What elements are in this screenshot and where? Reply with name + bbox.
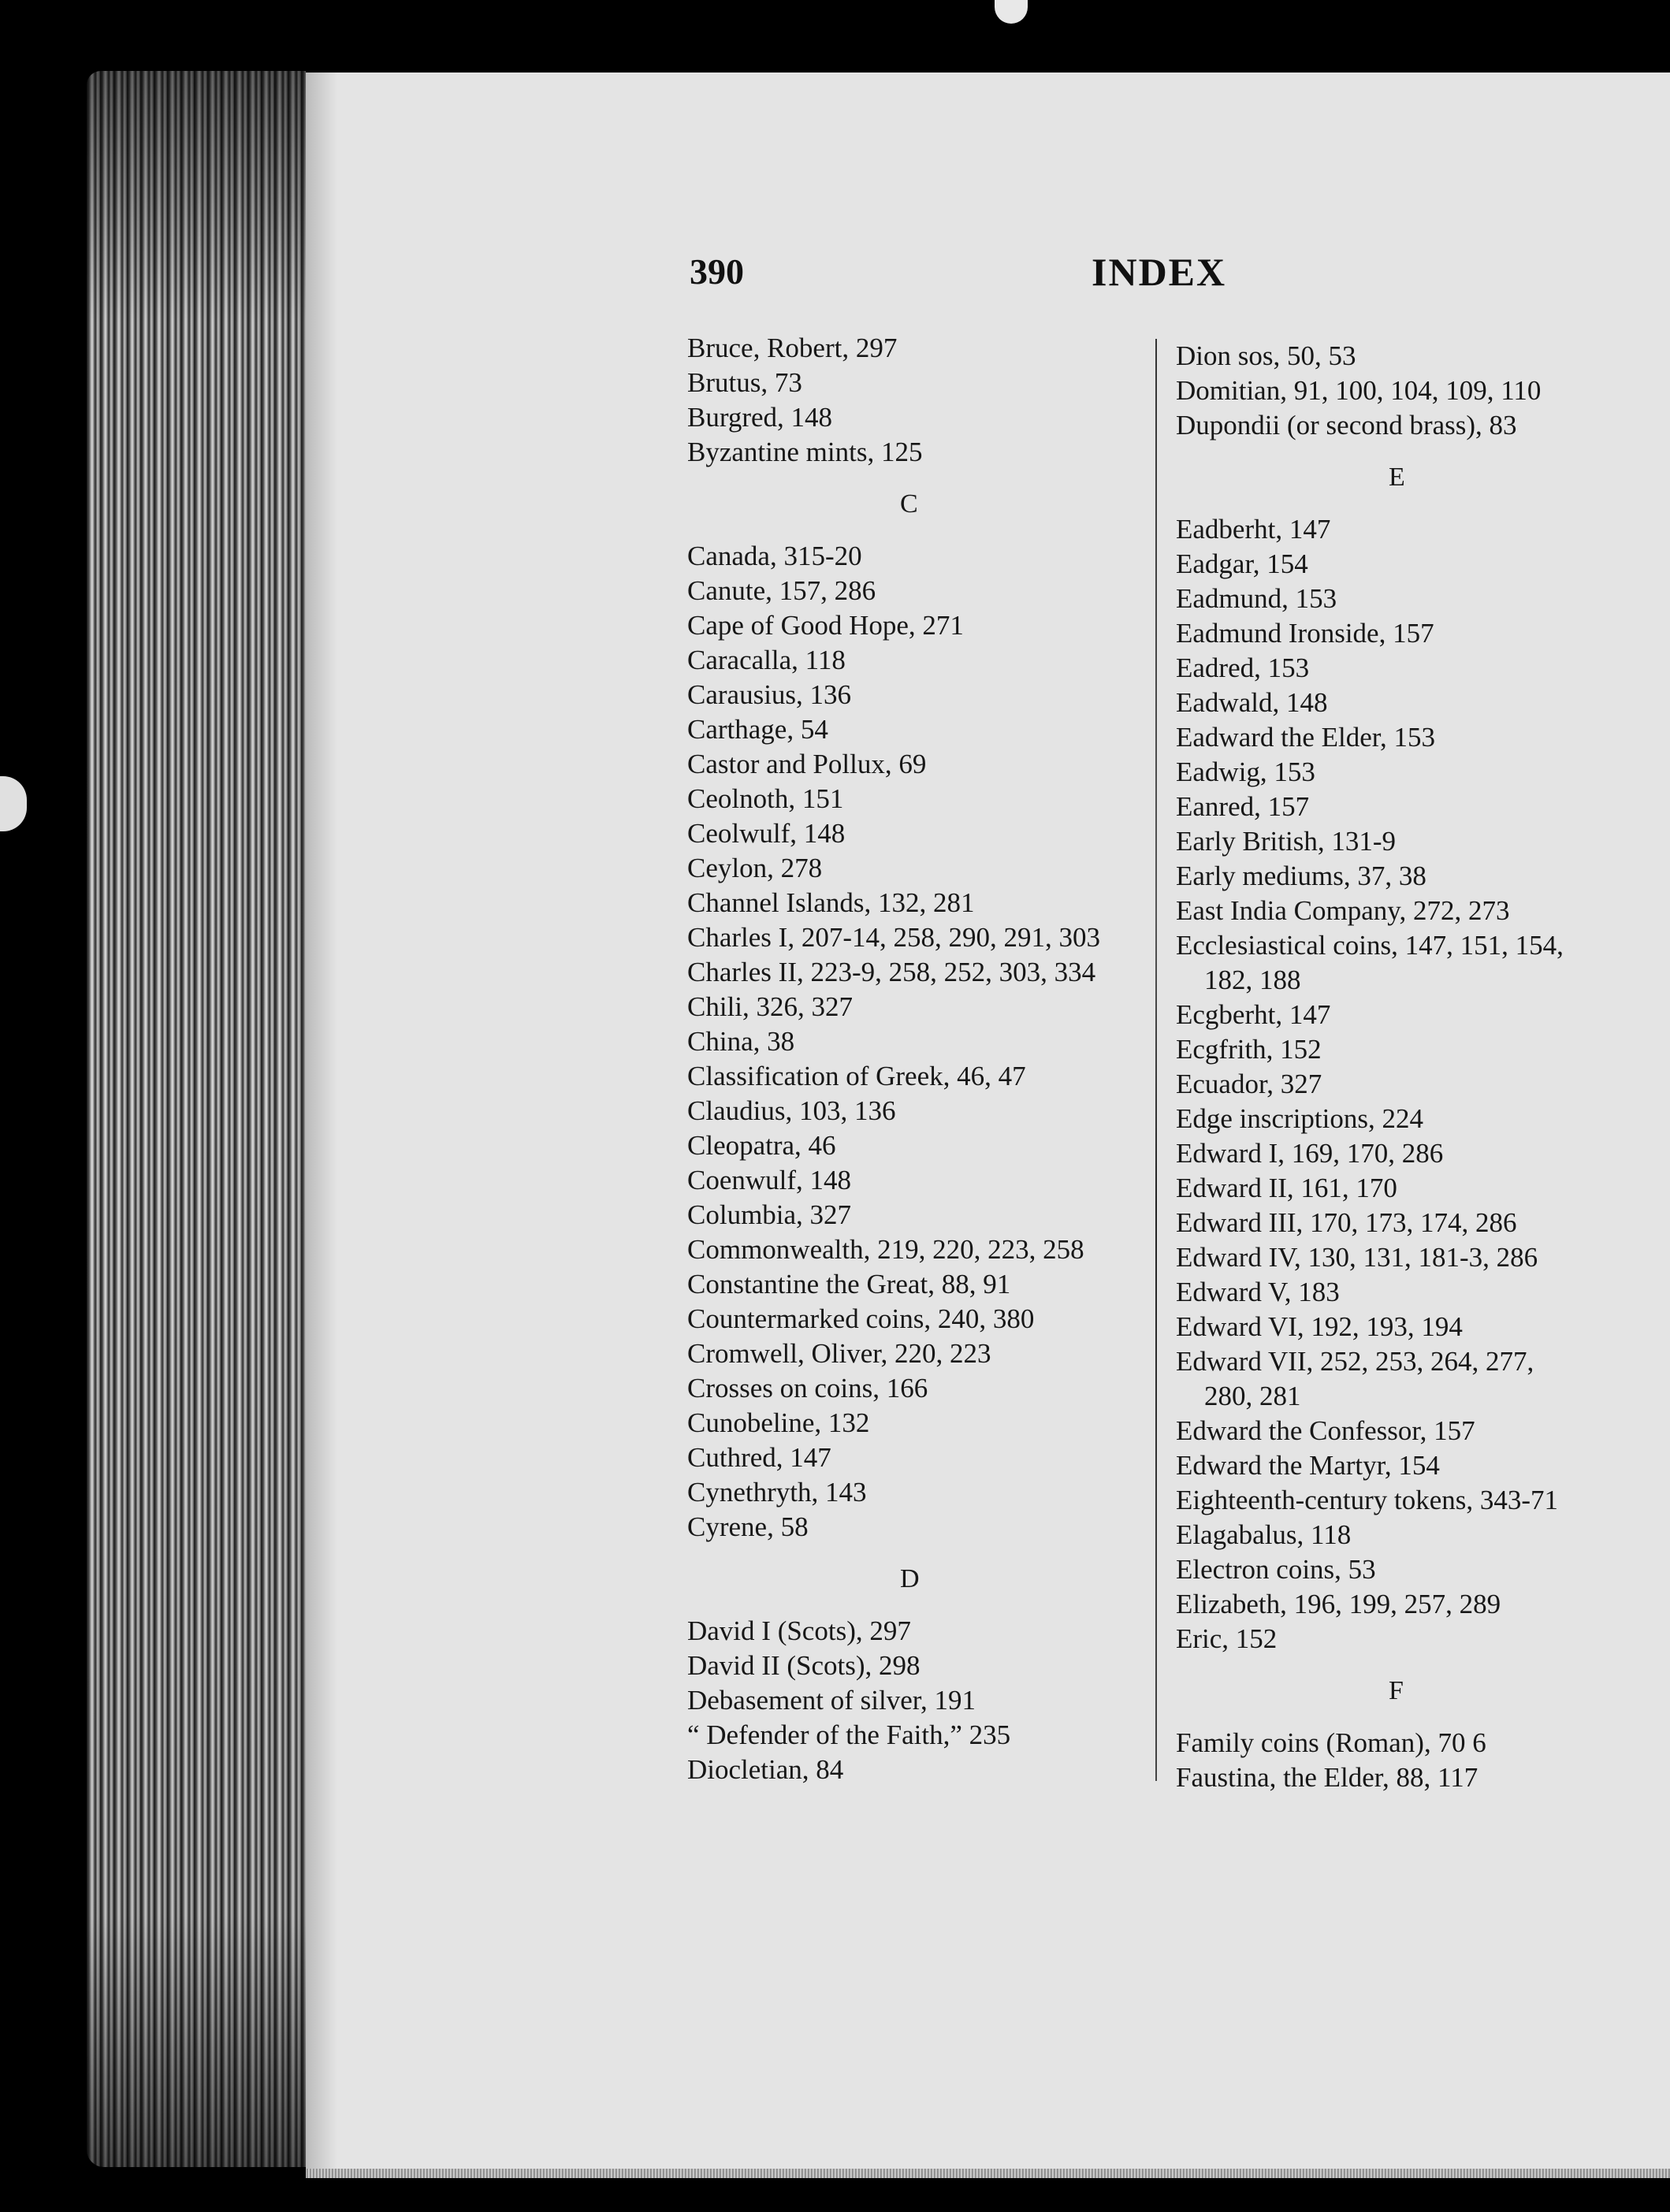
index-entry: Electron coins, 53	[1176, 1554, 1376, 1585]
section-letter: F	[1389, 1676, 1404, 1705]
index-entry: Canute, 157, 286	[687, 575, 876, 606]
index-entry: Early British, 131-9	[1176, 826, 1396, 857]
index-entry: Eadred, 153	[1176, 652, 1310, 683]
index-entry: Claudius, 103, 136	[687, 1095, 896, 1126]
scanner-background-top	[306, 0, 1670, 72]
index-entry: Ceolnoth, 151	[687, 783, 844, 814]
index-entry: Diocletian, 84	[687, 1754, 844, 1785]
scan-artifact-left	[0, 776, 27, 831]
index-entry: Cromwell, Oliver, 220, 223	[687, 1338, 991, 1369]
index-entry: Elizabeth, 196, 199, 257, 289	[1176, 1589, 1501, 1619]
index-entry: Dupondii (or second brass), 83	[1176, 410, 1517, 441]
index-entry: Eighteenth-century tokens, 343-71	[1176, 1485, 1559, 1515]
index-entry: Faustina, the Elder, 88, 117	[1176, 1762, 1478, 1793]
index-entry-continuation: 182, 188	[1204, 965, 1301, 995]
index-entry: Ecuador, 327	[1176, 1069, 1322, 1099]
index-entry: Ceylon, 278	[687, 853, 823, 883]
running-head: INDEX	[1092, 250, 1227, 294]
index-entry: East India Company, 272, 273	[1176, 895, 1510, 926]
gutter-shadow	[306, 72, 337, 2173]
index-entry: Byzantine mints, 125	[687, 437, 923, 467]
index-entry: Eadward the Elder, 153	[1176, 722, 1436, 753]
stacked-page-edges	[87, 71, 307, 2167]
index-entry: Domitian, 91, 100, 104, 109, 110	[1176, 375, 1542, 406]
index-entry: Commonwealth, 219, 220, 223, 258	[687, 1234, 1084, 1265]
index-entry: Edward I, 169, 170, 286	[1176, 1138, 1444, 1169]
index-entry: Charles II, 223-9, 258, 252, 303, 334	[687, 957, 1096, 987]
index-entry: David II (Scots), 298	[687, 1650, 921, 1681]
index-entry: China, 38	[687, 1026, 795, 1057]
index-entry: Brutus, 73	[687, 367, 802, 398]
page-number: 390	[690, 251, 744, 292]
index-entry: Eadmund Ironside, 157	[1176, 618, 1434, 649]
index-entry: Eanred, 157	[1176, 791, 1310, 822]
index-entry: Carthage, 54	[687, 714, 828, 745]
index-entry: Ecgberht, 147	[1176, 999, 1331, 1030]
index-entry: Family coins (Roman), 70 6	[1176, 1727, 1486, 1758]
index-entry: Edward the Martyr, 154	[1176, 1450, 1440, 1481]
index-entry: Edward IV, 130, 131, 181-3, 286	[1176, 1242, 1538, 1273]
index-entry: Castor and Pollux, 69	[687, 749, 927, 779]
section-letter: D	[900, 1564, 920, 1593]
index-entry: Ecgfrith, 152	[1176, 1034, 1322, 1065]
index-entry: Columbia, 327	[687, 1199, 852, 1230]
index-entry: “ Defender of the Faith,” 235	[687, 1719, 1011, 1750]
index-entry: Classification of Greek, 46, 47	[687, 1061, 1026, 1091]
index-entry: Chili, 326, 327	[687, 991, 854, 1022]
index-entry: Early mediums, 37, 38	[1176, 861, 1426, 891]
index-entry: Edward III, 170, 173, 174, 286	[1176, 1207, 1517, 1238]
index-entry: Edward VI, 192, 193, 194	[1176, 1311, 1463, 1342]
index-entry: Cleopatra, 46	[687, 1130, 836, 1161]
index-entry: Coenwulf, 148	[687, 1165, 852, 1195]
index-entry: Edward V, 183	[1176, 1277, 1340, 1307]
index-entry: Debasement of silver, 191	[687, 1685, 976, 1716]
index-entry: David I (Scots), 297	[687, 1615, 911, 1646]
index-entry: Ecclesiastical coins, 147, 151, 154,	[1176, 930, 1564, 961]
index-entry: Carausius, 136	[687, 679, 852, 710]
index-entry: Eadberht, 147	[1176, 514, 1331, 545]
index-entry: Edward the Confessor, 157	[1176, 1415, 1475, 1446]
index-entry-continuation: 280, 281	[1204, 1381, 1301, 1411]
index-entry: Cape of Good Hope, 271	[687, 610, 964, 641]
index-column-right	[1176, 339, 1564, 1795]
index-entry: Edward II, 161, 170	[1176, 1173, 1397, 1203]
index-entry: Cynethryth, 143	[687, 1477, 867, 1508]
index-entry: Ceolwulf, 148	[687, 818, 846, 849]
section-letter: E	[1389, 463, 1405, 492]
index-entry: Cunobeline, 132	[687, 1407, 870, 1438]
index-entry: Dion sos, 50, 53	[1176, 340, 1356, 371]
index-entry: Cuthred, 147	[687, 1442, 831, 1473]
index-entry: Canada, 315-20	[687, 541, 862, 571]
index-entry: Cyrene, 58	[687, 1511, 809, 1542]
index-entry: Elagabalus, 118	[1176, 1519, 1352, 1550]
section-letter: C	[900, 489, 918, 519]
index-entry: Eric, 152	[1176, 1623, 1278, 1654]
index-entry: Eadwig, 153	[1176, 757, 1315, 787]
index-entry: Eadwald, 148	[1176, 687, 1328, 718]
index-entry: Eadmund, 153	[1176, 583, 1337, 614]
index-entry: Edward VII, 252, 253, 264, 277,	[1176, 1346, 1534, 1377]
index-entry: Countermarked coins, 240, 380	[687, 1303, 1035, 1334]
index-entry: Constantine the Great, 88, 91	[687, 1269, 1011, 1299]
page-bottom-edge	[306, 2169, 1670, 2178]
index-entry: Caracalla, 118	[687, 645, 846, 675]
index-entry: Eadgar, 154	[1176, 548, 1308, 579]
column-rule	[1155, 339, 1157, 1781]
index-entry: Burgred, 148	[687, 402, 833, 433]
index-column-left	[687, 331, 1100, 1787]
index-entry: Bruce, Robert, 297	[687, 333, 898, 363]
index-entry: Edge inscriptions, 224	[1176, 1103, 1423, 1134]
index-entry: Channel Islands, 132, 281	[687, 887, 975, 918]
index-entry: Charles I, 207-14, 258, 290, 291, 303	[687, 922, 1100, 953]
index-entry: Crosses on coins, 166	[687, 1373, 928, 1403]
